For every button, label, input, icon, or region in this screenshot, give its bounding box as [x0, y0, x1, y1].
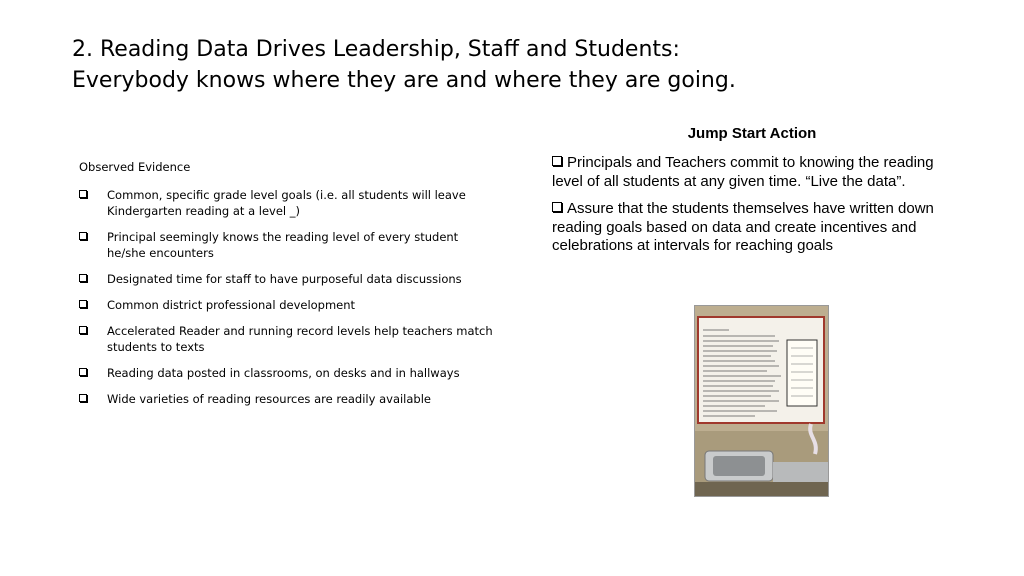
evidence-text: Reading data posted in classrooms, on desks and in hallways [107, 366, 460, 380]
observed-evidence-list [79, 187, 499, 407]
evidence-text: Wide varieties of reading resources are readily available [107, 392, 431, 406]
evidence-text: Accelerated Reader and running record levels help teachers match students to texts [107, 324, 493, 354]
jump-start-heading: Jump Start Action [687, 125, 817, 142]
evidence-item [79, 391, 499, 407]
title-line-2: Everybody knows where they are and where they are going. [72, 68, 736, 93]
classroom-photo [694, 305, 829, 497]
observed-evidence-section [79, 160, 499, 417]
checkbox-bullet-icon [79, 326, 87, 334]
checkbox-bullet-icon [79, 232, 87, 240]
evidence-item [79, 229, 499, 261]
checkbox-bullet-icon [79, 368, 87, 376]
evidence-item [79, 365, 499, 381]
classroom-photo-drawing [695, 306, 828, 496]
evidence-text: Common district professional development [107, 298, 356, 312]
jump-start-section [552, 125, 952, 265]
checkbox-bullet-icon [79, 300, 87, 308]
evidence-item [79, 297, 499, 313]
slide-title [72, 34, 972, 96]
evidence-text: Common, specific grade level goals (i.e. all students will leave Kindergarten reading at a level _) [107, 188, 466, 218]
checkbox-bullet-icon [79, 394, 87, 402]
evidence-item [79, 187, 499, 219]
evidence-item [79, 271, 499, 287]
checkbox-bullet-icon [552, 156, 562, 166]
checkbox-bullet-icon [552, 202, 562, 212]
evidence-item [79, 323, 499, 355]
checkbox-bullet-icon [79, 190, 87, 198]
action-text: Assure that the students themselves have written down reading goals based on data and create incentives and celebrations at intervals for reaching goals [552, 200, 934, 254]
checkbox-bullet-icon [79, 274, 87, 282]
evidence-text: Principal seemingly knows the reading level of every student he/she encounters [107, 230, 459, 260]
action-text: Principals and Teachers commit to knowing the reading level of all students at any given time. “Live the data”. [552, 154, 934, 190]
evidence-text: Designated time for staff to have purposeful data discussions [107, 272, 462, 286]
observed-evidence-heading: Observed Evidence [79, 160, 191, 174]
action-item [552, 154, 952, 191]
action-item [552, 200, 952, 256]
title-line-1: 2. Reading Data Drives Leadership, Staff and Students: [72, 37, 680, 62]
